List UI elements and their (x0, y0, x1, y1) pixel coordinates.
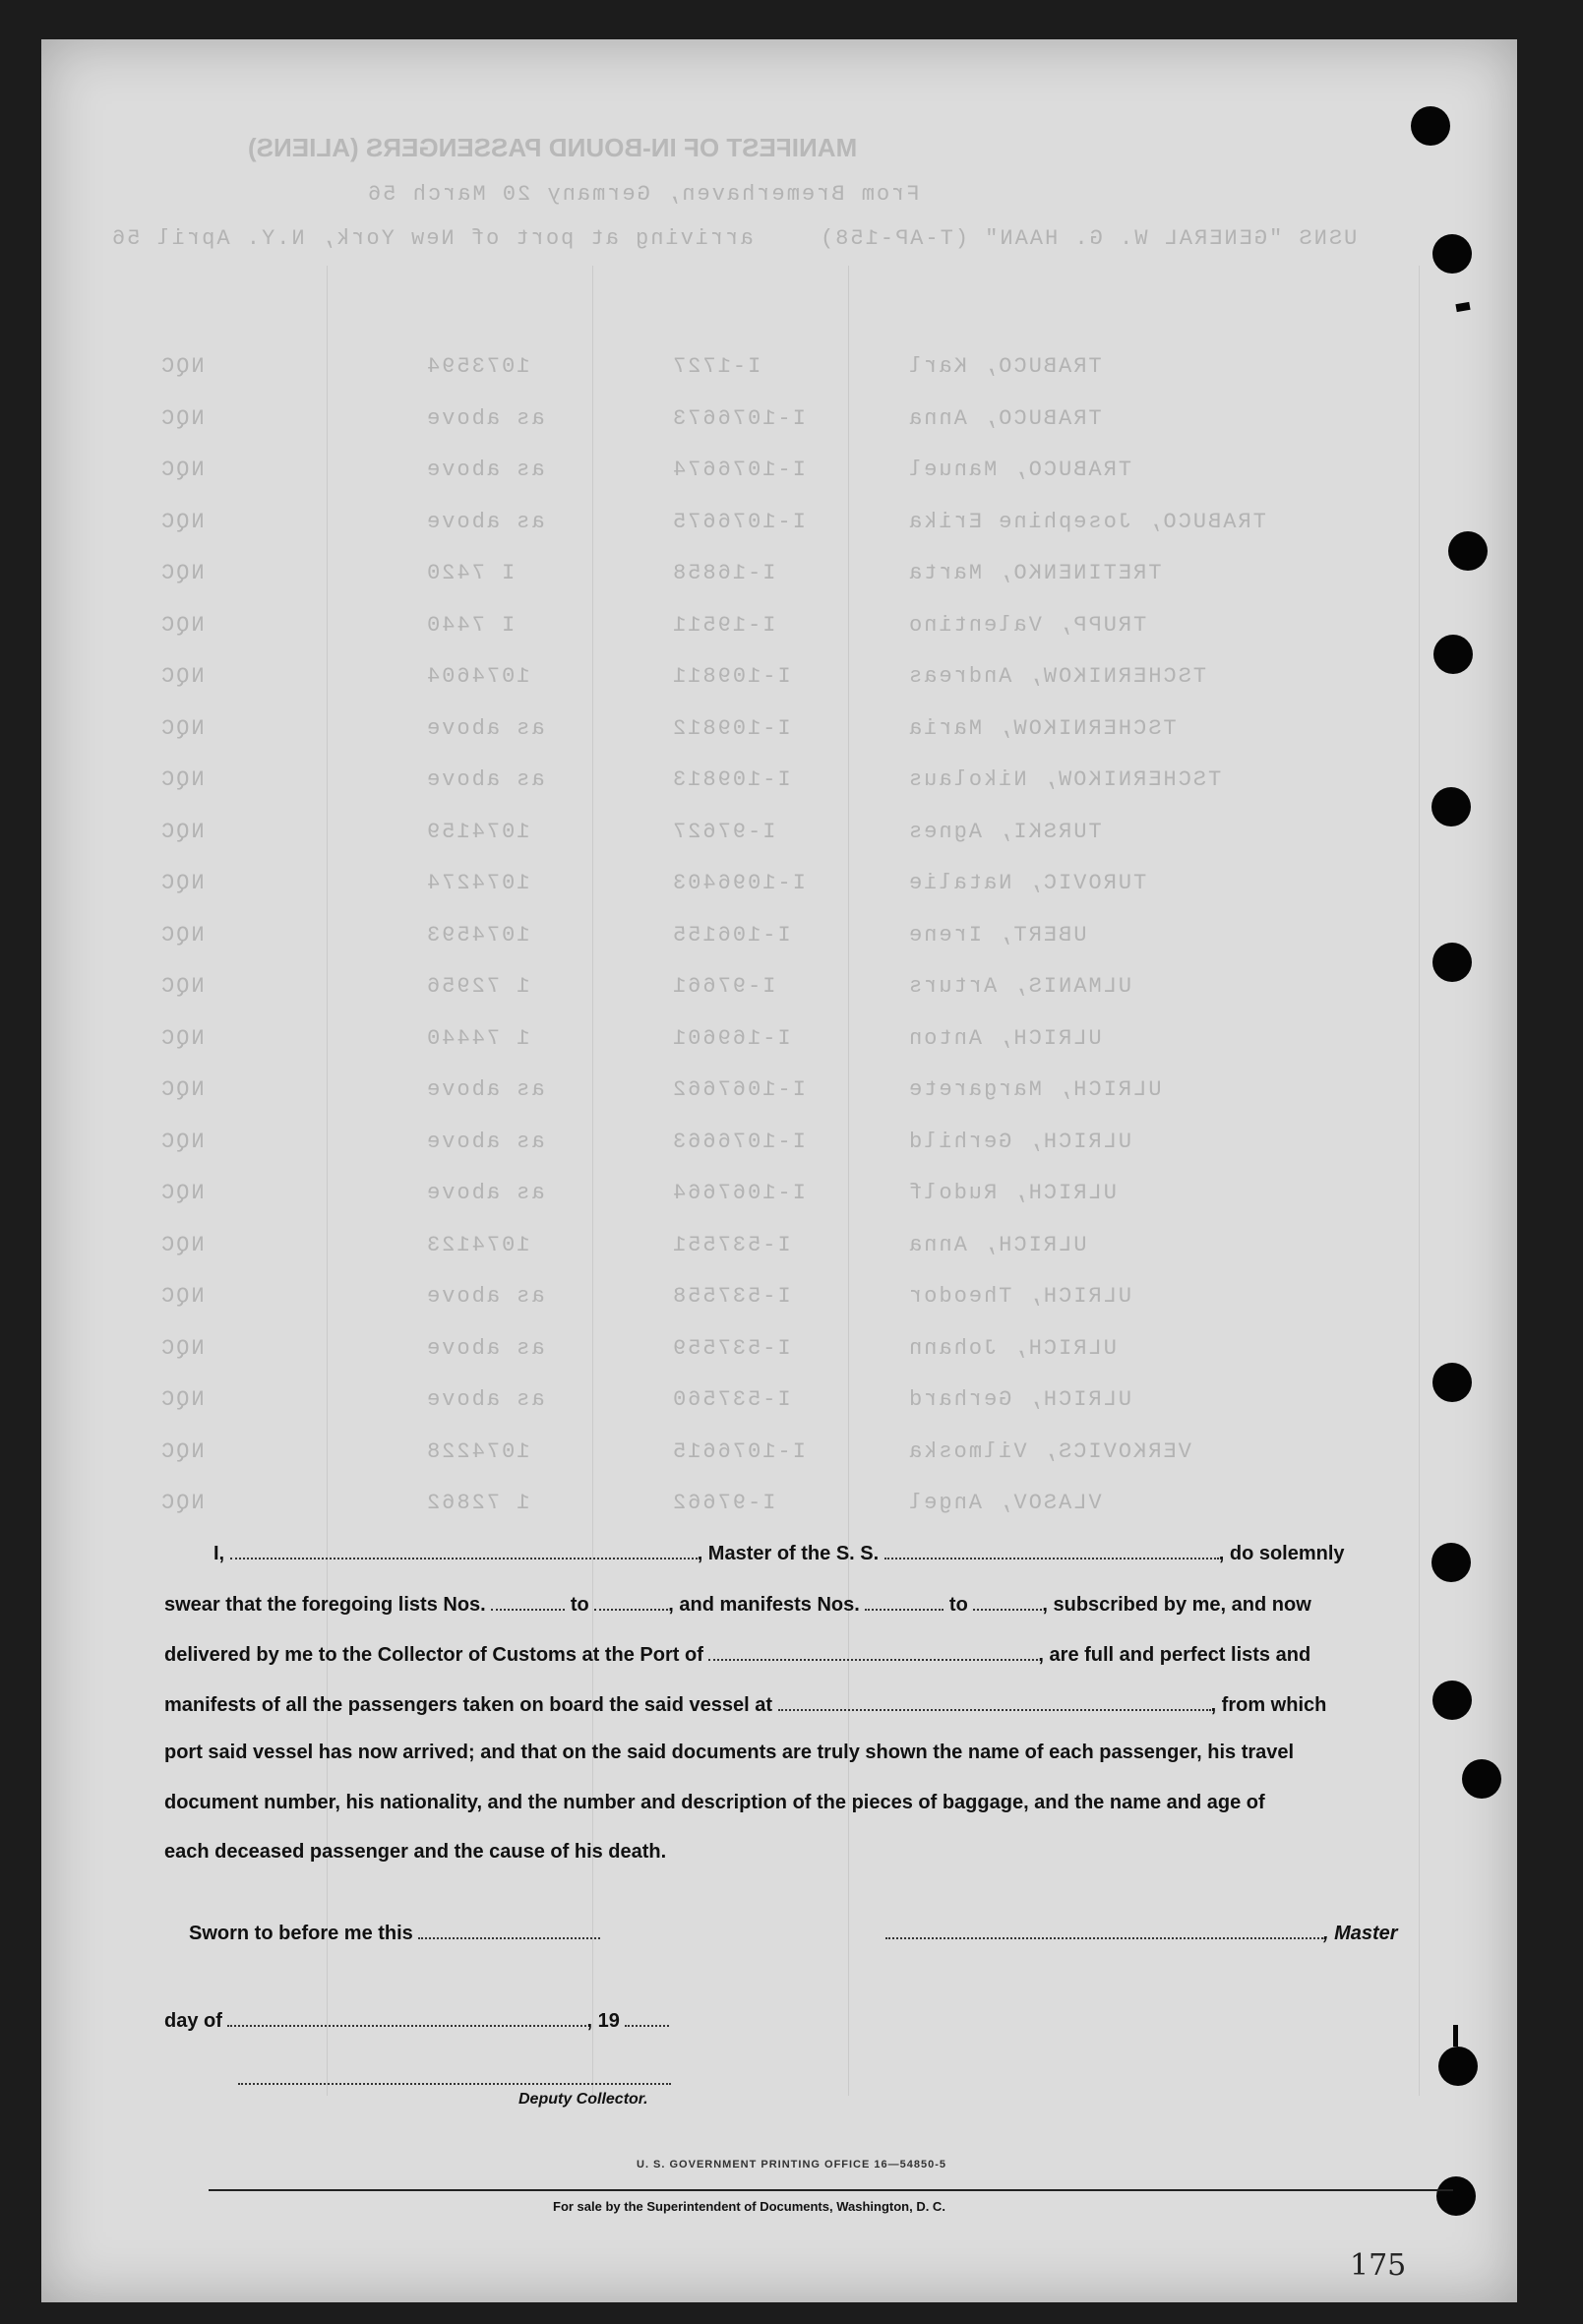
bleed-through-row (159, 923, 1438, 972)
bleed-through-num1: I-1067662 (671, 1077, 806, 1102)
bleed-through-num1: I-1727 (671, 354, 761, 379)
bleed-through-num2: as above (425, 1335, 545, 1361)
punch-hole (1432, 234, 1472, 274)
oath-subscribed: , subscribed by me, and now (1042, 1594, 1311, 1616)
bleed-through-num1: I-97627 (671, 819, 776, 844)
bleed-through-name: TSCHERNIKOW, Andreas (907, 664, 1207, 689)
bleed-through-num2: I 7440 (425, 612, 516, 638)
bleed-through-code: NQC (159, 1335, 205, 1361)
bleed-through-row (159, 716, 1438, 765)
master-signature-blank[interactable] (885, 1920, 1323, 1939)
departure-port-blank[interactable] (778, 1691, 1211, 1711)
bleed-through-row (159, 561, 1438, 610)
bleed-through-name: TURSKI, Agnes (907, 819, 1102, 844)
master-signature-label: , Master (1323, 1923, 1398, 1944)
for-sale-notice: For sale by the Superintendent of Documents, Washington, D. C. (553, 2199, 945, 2214)
bleed-through-num1: I-169601 (671, 1025, 791, 1051)
bleed-through-ship: USNS "GENERAL W. G. HAAN" (T-AP-158) (819, 226, 1358, 251)
bleed-through-num2: as above (425, 509, 545, 534)
bleed-through-code: NQC (159, 1181, 205, 1205)
bleed-through-row (159, 1077, 1438, 1127)
oath-line-4 (164, 1691, 1326, 1717)
day-of-blank[interactable] (227, 2007, 586, 2027)
bleed-through-row (159, 1336, 1438, 1385)
oath-to-2: to (948, 1594, 968, 1616)
bleed-through-code: NQC (159, 664, 205, 689)
bleed-through-num2: 1 72862 (425, 1491, 530, 1515)
bleed-through-name: TRETINENKO, Marta (907, 561, 1162, 585)
bleed-through-code: NQC (159, 1232, 205, 1257)
sworn-date-blank[interactable] (418, 1920, 600, 1939)
punch-hole (1433, 635, 1473, 674)
bleed-through-arriving: arriving at port of New York, N.Y. April 56 (110, 226, 754, 251)
sworn-label: Sworn to before me this (189, 1923, 413, 1944)
bleed-through-name: VERKOVICS, Vilmoska (907, 1438, 1191, 1464)
bleed-through-num1: I-1076615 (671, 1438, 806, 1464)
bleed-through-name: ULMANIS, Arturs (907, 974, 1132, 999)
bleed-through-num2: 1074159 (425, 819, 530, 844)
bleed-through-code: NQC (159, 1077, 205, 1102)
bleed-through-code: NQC (159, 405, 205, 431)
gpo-imprint: U. S. GOVERNMENT PRINTING OFFICE 16—54850-5 (637, 2159, 947, 2171)
bleed-through-code: NQC (159, 561, 205, 585)
bleed-through-name: VLASOV, Angel (907, 1491, 1102, 1515)
bleed-through-code: NQC (159, 509, 205, 534)
bleed-through-row (159, 1026, 1438, 1075)
bleed-through-row (159, 1439, 1438, 1489)
port-blank[interactable] (708, 1641, 1038, 1661)
bleed-through-num1: I-537551 (671, 1232, 791, 1257)
bleed-through-code: NQC (159, 1129, 205, 1154)
ink-mark (1453, 2025, 1458, 2047)
master-signature-line (885, 1920, 1398, 1945)
bleed-through-num2: as above (425, 1181, 545, 1205)
oath-line-2 (164, 1591, 1311, 1617)
bleed-through-num1: I-106155 (671, 922, 791, 948)
day-of-label: day of (164, 2010, 222, 2032)
bleed-through-name: TSCHERNIKOW, Maria (907, 715, 1177, 741)
oath-from-which: , from which (1210, 1694, 1327, 1716)
bleed-through-row (159, 1284, 1438, 1333)
bleed-through-name: ULRICH, Margarete (907, 1077, 1162, 1102)
bleed-through-num2: as above (425, 1077, 545, 1102)
bleed-through-num1: I-109811 (671, 664, 791, 689)
bleed-through-num1: I-1096403 (671, 871, 806, 895)
bleed-through-num1: I-109812 (671, 715, 791, 741)
deputy-signature-line[interactable] (238, 2083, 671, 2085)
bleed-through-num2: as above (425, 1284, 545, 1309)
bleed-through-num2: as above (425, 1387, 545, 1412)
oath-line-7: each deceased passenger and the cause of his death. (164, 1841, 667, 1863)
punch-hole (1431, 787, 1471, 826)
bleed-through-row (159, 406, 1438, 456)
bleed-through-num1: I-16858 (671, 561, 776, 585)
oath-i: I, (213, 1543, 225, 1564)
bleed-through-name: UBERT, Irene (907, 922, 1087, 948)
punch-hole (1432, 1681, 1472, 1720)
bleed-through-num2: I 7420 (425, 561, 516, 585)
bleed-through-row (159, 871, 1438, 920)
bleed-through-num2: as above (425, 715, 545, 741)
bleed-through-name: ULRICH, Gerhild (907, 1129, 1132, 1154)
bleed-through-row (159, 1181, 1438, 1230)
bleed-through-row (159, 820, 1438, 869)
bleed-through-row (159, 510, 1438, 559)
bleed-through-num1: I-19511 (671, 612, 776, 638)
bleed-through-code: NQC (159, 354, 205, 379)
punch-hole (1438, 2047, 1478, 2086)
bleed-through-num1: I-97662 (671, 1491, 776, 1515)
bleed-through-name: ULRICH, Johann (907, 1335, 1117, 1361)
bleed-through-name: TRABUCO, Manuel (907, 458, 1132, 482)
bleed-through-name: ULRICH, Gerhard (907, 1387, 1132, 1412)
bleed-through-row (159, 354, 1438, 403)
bleed-through-num2: as above (425, 1129, 545, 1154)
sworn-line (189, 1920, 600, 1945)
oath-delivered: delivered by me to the Collector of Customs at the Port of (164, 1644, 703, 1666)
oath-line-5: port said vessel has now arrived; and that on the said documents are truly shown the name of each passenger, his travel (164, 1742, 1295, 1763)
bleed-through-num1: I-1067664 (671, 1181, 806, 1205)
bleed-through-row (159, 613, 1438, 662)
year-label: , 19 (586, 2010, 620, 2032)
bleed-through-name: ULRICH, Anton (907, 1025, 1102, 1051)
bleed-through-row (159, 1130, 1438, 1179)
bleed-through-row (159, 1491, 1438, 1540)
punch-hole (1448, 531, 1488, 571)
oath-master-of-ss: , Master of the S. S. (697, 1543, 880, 1564)
bleed-through-num1: I-1076663 (671, 1129, 806, 1154)
bleed-through-num1: I-1076675 (671, 509, 806, 534)
bleed-through-from: From Bremerhaven, Germany 20 March 56 (366, 182, 920, 207)
bleed-through-code: NQC (159, 819, 205, 844)
oath-line-1 (213, 1540, 1345, 1565)
bleed-through-name: TSCHERNIKOW, Nikolaus (907, 767, 1222, 792)
list-from-blank[interactable] (491, 1591, 565, 1611)
bleed-through-name: TRABUCO, Anna (907, 405, 1102, 431)
bleed-through-num1: I-97661 (671, 974, 776, 999)
ink-mark (1455, 302, 1470, 312)
bleed-through-name: ULRICH, Rudolf (907, 1181, 1117, 1205)
bleed-through-row (159, 664, 1438, 713)
manifest-to-blank[interactable] (973, 1591, 1042, 1611)
bleed-through-num1: I-1076673 (671, 405, 806, 431)
bleed-through-num2: as above (425, 405, 545, 431)
bleed-through-num2: as above (425, 458, 545, 482)
manifest-sheet (41, 39, 1517, 2302)
bleed-through-code: NQC (159, 871, 205, 895)
bleed-through-num2: 1073594 (425, 354, 530, 379)
bleed-through-num1: I-537559 (671, 1335, 791, 1361)
bleed-through-num1: I-109813 (671, 767, 791, 792)
bleed-through-code: NQC (159, 612, 205, 638)
bleed-through-name: TRABUCO, Karl (907, 354, 1102, 379)
bleed-through-num2: 1074593 (425, 922, 530, 948)
oath-solemnly: , do solemnly (1218, 1543, 1345, 1564)
bleed-through-name: ULRICH, Theodor (907, 1284, 1132, 1309)
bleed-through-row (159, 767, 1438, 817)
punch-hole (1432, 943, 1472, 982)
bleed-through-code: NQC (159, 715, 205, 741)
bleed-through-name: TUROVIC, Natalie (907, 871, 1147, 895)
bleed-through-code: NQC (159, 1284, 205, 1309)
oath-lists-nos: swear that the foregoing lists Nos. (164, 1594, 486, 1616)
bleed-through-num2: 1 72956 (425, 974, 530, 999)
bleed-through-code: NQC (159, 1387, 205, 1412)
handwritten-page-number: 175 (1350, 2248, 1407, 2283)
bleed-through-code: NQC (159, 767, 205, 792)
bleed-through-code: NQC (159, 974, 205, 999)
bleed-through-num2: 1 74440 (425, 1025, 530, 1051)
punch-hole (1411, 106, 1450, 146)
punch-hole (1431, 1543, 1471, 1582)
list-to-blank[interactable] (594, 1591, 668, 1611)
bleed-through-code: NQC (159, 1491, 205, 1515)
bleed-through-name: ULRICH, Anna (907, 1232, 1087, 1257)
bleed-through-title: MANIFEST OF IN-BOUND PASSENGERS (ALIENS) (248, 133, 858, 162)
manifest-from-blank[interactable] (865, 1591, 944, 1611)
bleed-through-num2: 1074228 (425, 1438, 530, 1464)
oath-to-1: to (570, 1594, 589, 1616)
bleed-through-row (159, 1387, 1438, 1437)
ship-name-blank[interactable] (884, 1540, 1219, 1560)
bleed-through-name: TRUPP, Valentino (907, 612, 1147, 638)
bleed-through-num2: 1074274 (425, 871, 530, 895)
punch-hole (1436, 2176, 1476, 2216)
bleed-through-code: NQC (159, 1438, 205, 1464)
oath-full-perfect: , are full and perfect lists and (1038, 1644, 1311, 1666)
bleed-through-row (159, 1233, 1438, 1282)
bleed-through-num1: I-537560 (671, 1387, 791, 1412)
bleed-through-code: NQC (159, 1025, 205, 1051)
punch-hole (1432, 1363, 1472, 1402)
oath-manifests-nos: , and manifests Nos. (668, 1594, 860, 1616)
bleed-through-code: NQC (159, 458, 205, 482)
bleed-through-num1: I-1076674 (671, 458, 806, 482)
day-of-line (164, 2007, 669, 2033)
oath-manifests-of-all: manifests of all the passengers taken on board the said vessel at (164, 1694, 772, 1716)
bleed-through-row (159, 974, 1438, 1023)
bleed-through-num2: as above (425, 767, 545, 792)
bleed-through-code: NQC (159, 922, 205, 948)
deputy-collector-label: Deputy Collector. (518, 2091, 648, 2108)
punch-hole (1462, 1759, 1501, 1799)
bleed-through-num2: 1074604 (425, 664, 530, 689)
bleed-through-row (159, 458, 1438, 507)
oath-line-3 (164, 1641, 1310, 1667)
year-blank[interactable] (625, 2007, 669, 2027)
oath-line-6: document number, his nationality, and the number and description of the pieces of baggage, and the name and age of (164, 1792, 1265, 1813)
bleed-through-num2: 1074123 (425, 1232, 530, 1257)
master-name-blank[interactable] (230, 1540, 698, 1560)
bleed-through-num1: I-537558 (671, 1284, 791, 1309)
footer-rule (209, 2189, 1453, 2191)
bleed-through-name: TRABUCO, Josephine Erika (907, 509, 1266, 534)
